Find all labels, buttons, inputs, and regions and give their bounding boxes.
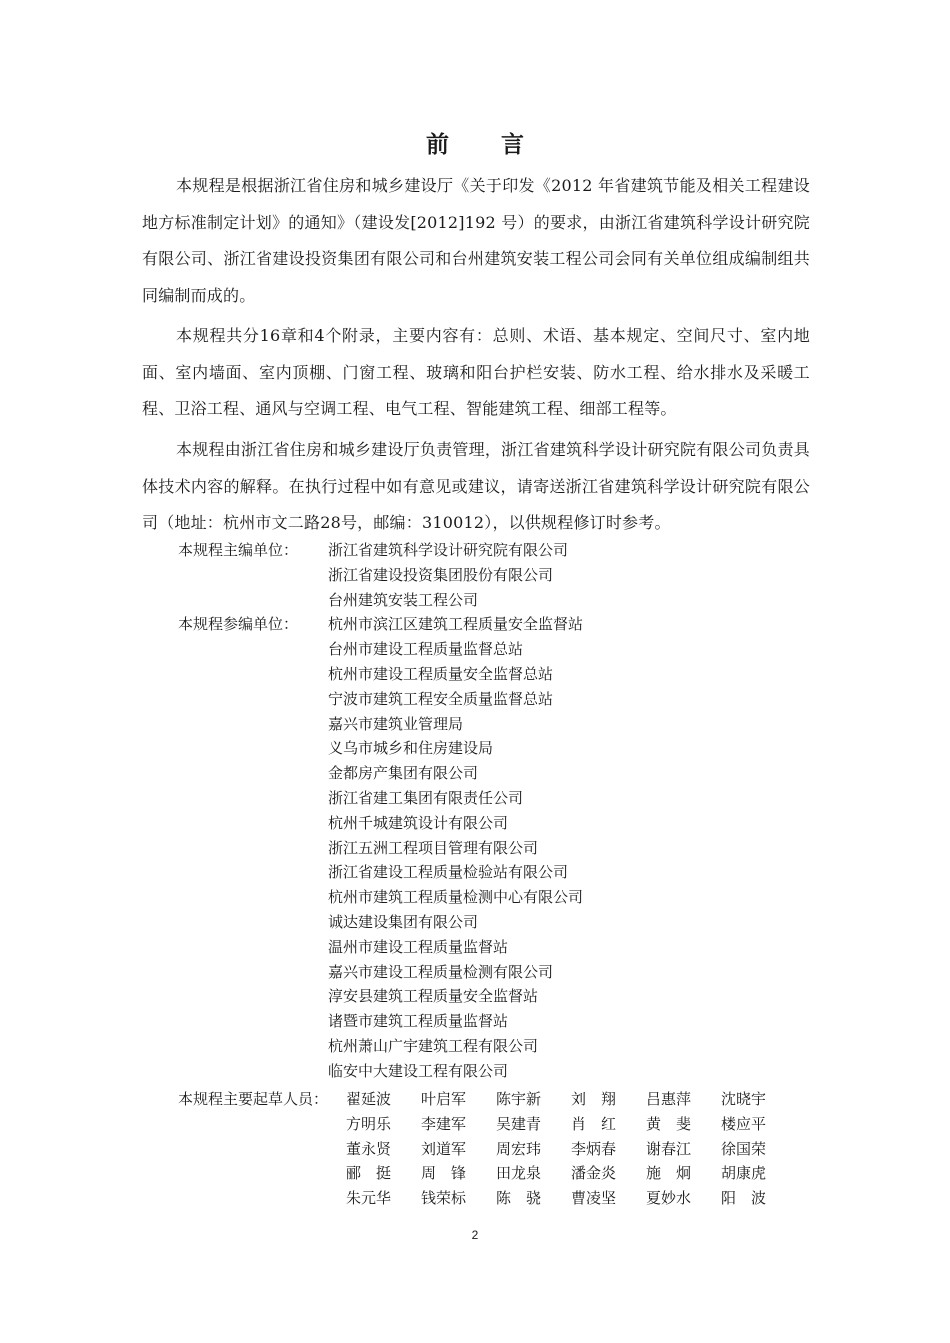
drafter-name: 翟延波 <box>346 1090 392 1108</box>
preface-paragraph-3: 本规程由浙江省住房和城乡建设厅负责管理，浙江省建筑科学设计研究院有限公司负责具体技术内容的解释。在执行过程中如有意见或建议，请寄送浙江省建筑科学设计研究院有限公司（地址：杭州市文二路28号，邮编：310012），以供规程修订时参考。 <box>142 440 810 532</box>
chief-unit: 浙江省建筑科学设计研究院有限公司 <box>328 541 569 559</box>
drafters-label: 本规程主要起草人员： <box>178 1090 329 1108</box>
chief-units-list <box>328 538 568 612</box>
drafter-name: 楼应平 <box>721 1114 767 1133</box>
drafter-name: 徐国荣 <box>721 1139 767 1158</box>
drafter-name: 钱荣标 <box>421 1189 467 1208</box>
page-title: 前 言 <box>425 131 546 158</box>
drafter-name: 曹凌坚 <box>571 1189 617 1208</box>
drafter-name: 吴建青 <box>496 1114 542 1133</box>
participating-unit: 杭州市建筑工程质量检测中心有限公司 <box>328 888 584 907</box>
drafter-name: 叶启军 <box>421 1090 467 1108</box>
participating-unit: 浙江省建工集团有限责任公司 <box>328 788 524 807</box>
participating-unit: 宁波市建筑工程安全质量监督总站 <box>328 689 554 708</box>
drafter-name: 肖 红 <box>571 1114 617 1133</box>
chief-units-label: 本规程主编单位： <box>178 541 299 559</box>
drafter-name: 陈宇新 <box>496 1090 542 1108</box>
drafters-name-grid <box>346 1087 796 1211</box>
drafter-name: 吕惠萍 <box>646 1090 692 1108</box>
drafter-name: 方明乐 <box>346 1114 392 1133</box>
drafter-name: 谢春江 <box>646 1139 692 1158</box>
participating-unit: 诚达建设集团有限公司 <box>328 912 479 931</box>
drafter-name: 董永贤 <box>346 1139 392 1158</box>
page-number: 2 <box>471 1228 479 1242</box>
participating-unit: 杭州市建设工程质量安全监督总站 <box>328 664 554 683</box>
participating-unit: 浙江五洲工程项目管理有限公司 <box>328 838 539 857</box>
drafter-name: 周 锋 <box>421 1164 467 1183</box>
participating-units-list <box>328 612 583 1083</box>
participating-unit: 义乌市城乡和住房建设局 <box>328 739 494 758</box>
drafter-name: 胡康虎 <box>721 1164 767 1183</box>
drafter-name: 郦 挺 <box>346 1164 392 1183</box>
drafter-name: 李炳春 <box>571 1139 617 1158</box>
chief-unit: 台州建筑安装工程公司 <box>328 590 479 609</box>
drafter-name: 潘金炎 <box>571 1164 617 1183</box>
participating-unit: 嘉兴市建设工程质量检测有限公司 <box>328 962 554 981</box>
drafter-name: 沈晓宇 <box>721 1090 767 1108</box>
participating-unit: 台州市建设工程质量监督总站 <box>328 640 524 659</box>
preface-paragraph-1: 本规程是根据浙江省住房和城乡建设厅《关于印发《2012 年省建筑节能及相关工程建设地方标准制定计划》的通知》（建设发[2012]192 号）的要求，由浙江省建筑科学设计研究院有限公司、浙江省建设投资集团有限公司和台州建筑安装工程公司会同有关单位组成编制组共同编制而成的。 <box>142 176 810 305</box>
drafter-name: 刘 翔 <box>571 1090 617 1108</box>
participating-unit: 浙江省建设工程质量检验站有限公司 <box>328 863 569 882</box>
participating-unit: 杭州萧山广宇建筑工程有限公司 <box>328 1036 539 1055</box>
participating-units-label: 本规程参编单位： <box>178 615 299 634</box>
participating-unit: 温州市建设工程质量监督站 <box>328 937 509 956</box>
drafter-name: 施 炯 <box>646 1164 692 1183</box>
participating-unit: 淳安县建筑工程质量安全监督站 <box>328 987 539 1006</box>
participating-unit: 诸暨市建筑工程质量监督站 <box>328 1012 509 1031</box>
preface-paragraph-2: 本规程共分16章和4个附录，主要内容有：总则、术语、基本规定、空间尺寸、室内地面、室内墙面、室内顶棚、门窗工程、玻璃和阳台护栏安装、防水工程、给水排水及采暖工程、卫浴工程、通风与空调工程、电气工程、智能建筑工程、细部工程等。 <box>142 326 810 418</box>
participating-unit: 杭州市滨江区建筑工程质量安全监督站 <box>328 615 584 634</box>
drafter-name: 阳 波 <box>721 1189 767 1208</box>
participating-unit: 金都房产集团有限公司 <box>328 764 479 783</box>
participating-unit: 杭州千城建筑设计有限公司 <box>328 813 509 832</box>
participating-unit: 嘉兴市建筑业管理局 <box>328 714 464 733</box>
participating-unit: 临安中大建设工程有限公司 <box>328 1061 509 1080</box>
drafter-name: 朱元华 <box>346 1189 392 1208</box>
drafter-name: 周宏玮 <box>496 1139 542 1158</box>
drafter-name: 田龙泉 <box>496 1164 542 1183</box>
drafter-name: 夏妙水 <box>646 1189 692 1208</box>
drafter-name: 黄 斐 <box>646 1114 692 1133</box>
chief-unit: 浙江省建设投资集团股份有限公司 <box>328 565 554 584</box>
drafter-name: 李建军 <box>421 1114 467 1133</box>
drafter-name: 陈 骁 <box>496 1189 542 1208</box>
drafter-name: 刘道军 <box>421 1139 467 1158</box>
